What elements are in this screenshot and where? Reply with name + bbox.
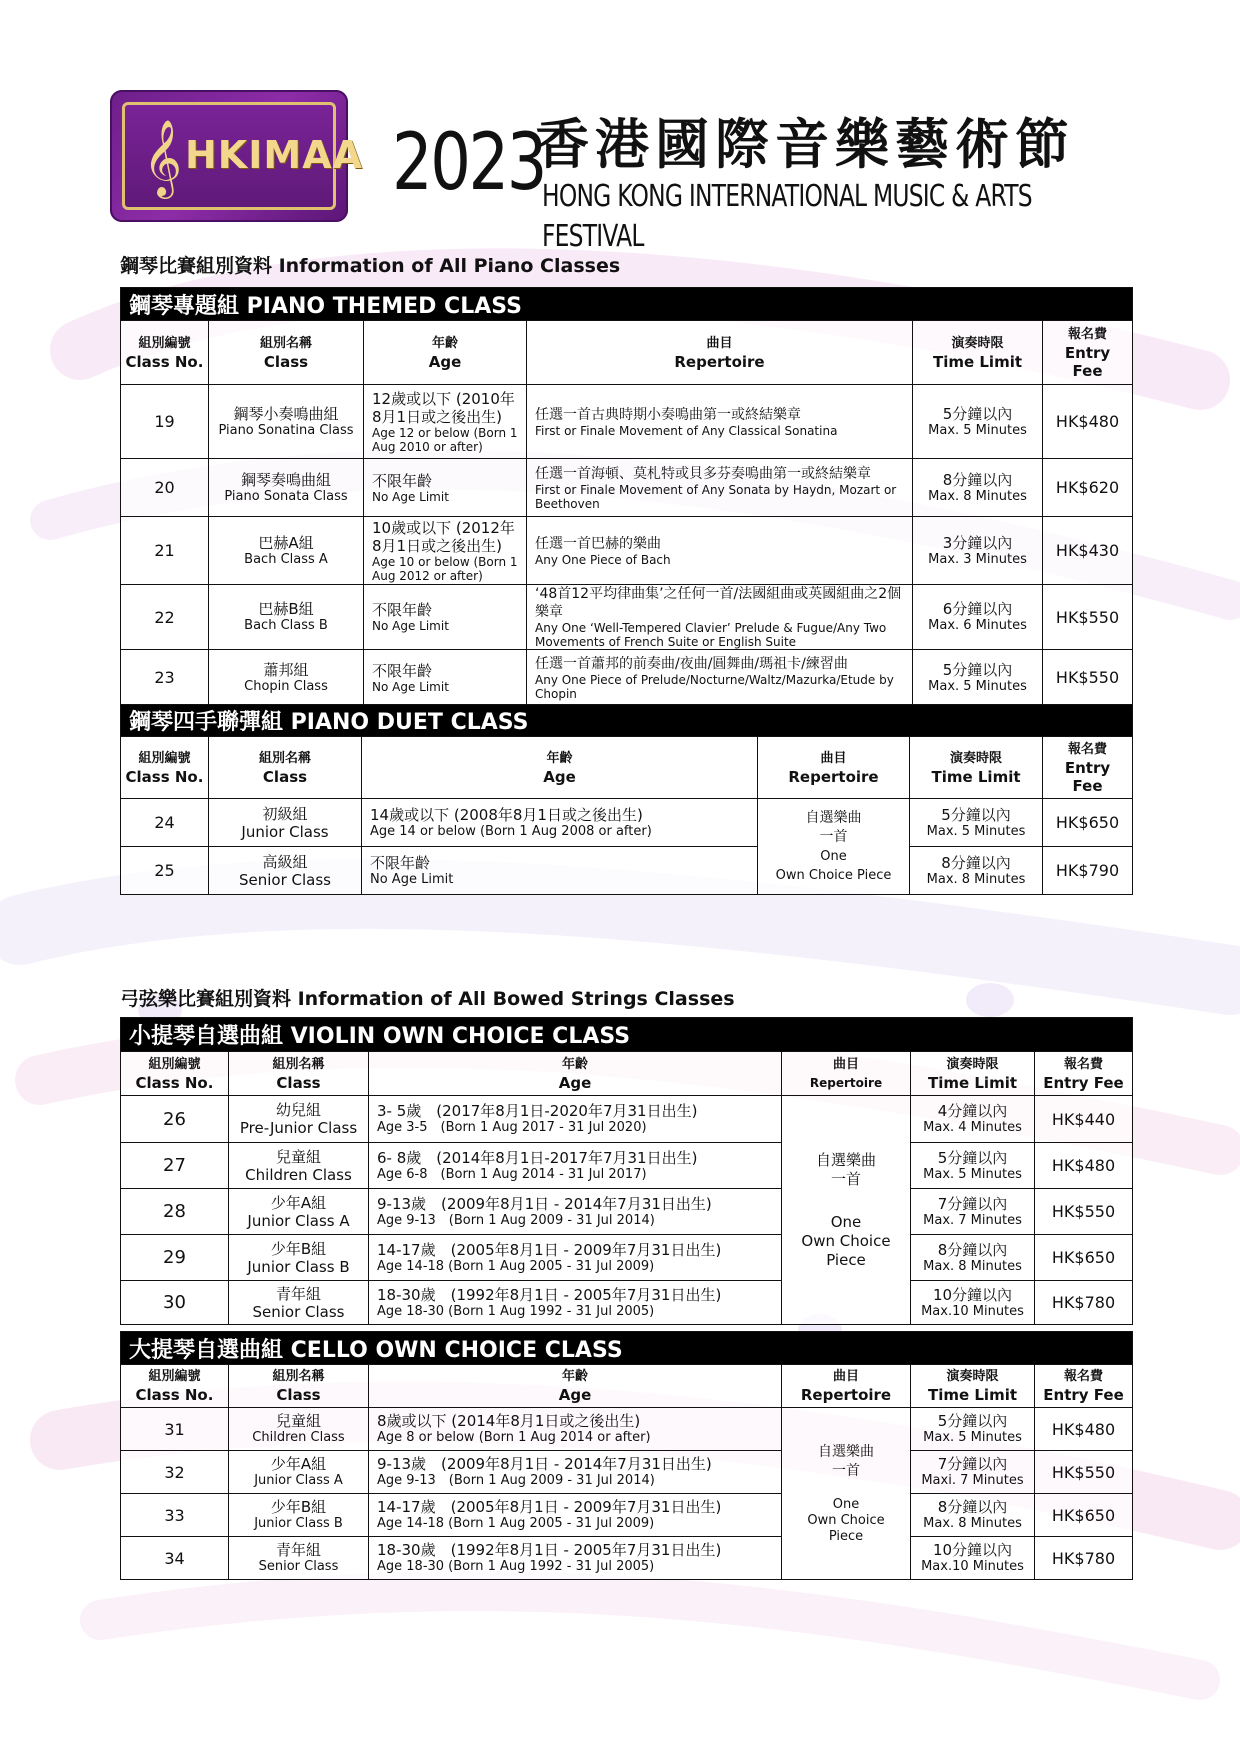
header-age: 年齡 Age bbox=[369, 1365, 782, 1408]
table-row bbox=[121, 585, 1133, 650]
table-row bbox=[121, 1281, 1133, 1325]
header-entry-fee: 報名費 Entry Fee bbox=[1043, 321, 1133, 385]
class-no: 30 bbox=[121, 1281, 229, 1325]
table-row bbox=[121, 1408, 1133, 1451]
time-limit-cell: 8分鐘以內 Max. 8 Minutes bbox=[910, 847, 1043, 895]
header-repertoire: 曲目 Repertoire bbox=[782, 1052, 911, 1096]
class-no: 32 bbox=[121, 1451, 229, 1494]
table-row bbox=[121, 1451, 1133, 1494]
class-name: 蕭邦組 Chopin Class bbox=[209, 650, 364, 706]
header-repertoire: 曲目 Repertoire bbox=[758, 737, 910, 799]
hkimaa-logo bbox=[110, 90, 364, 222]
entry-fee: HK$550 bbox=[1043, 650, 1133, 706]
header-class: 組別名稱 Class bbox=[229, 1365, 369, 1408]
time-limit-cell: 6分鐘以內 Max. 6 Minutes bbox=[913, 585, 1043, 650]
logo-frame bbox=[122, 102, 364, 210]
piano-themed-table bbox=[120, 287, 1133, 706]
table-row bbox=[121, 847, 1133, 895]
entry-fee: HK$780 bbox=[1035, 1281, 1133, 1325]
table-header-row bbox=[121, 1365, 1133, 1408]
class-name: 巴赫B組 Bach Class B bbox=[209, 585, 364, 650]
age-cell: 9-13歲 (2009年8月1日 - 2014年7月31日出生) Age 9-13 (Born 1 Aug 2009 - 31 Jul 2014) bbox=[369, 1451, 782, 1494]
piano-duet-banner: 鋼琴四手聯彈組 PIANO DUET CLASS bbox=[121, 705, 1133, 737]
age-cell: 14-17歲 (2005年8月1日 - 2009年7月31日出生) Age 14-18 (Born 1 Aug 2005 - 31 Jul 2009) bbox=[369, 1235, 782, 1281]
repertoire-cell: 自選樂曲 一首 One Own Choice Piece bbox=[782, 1096, 911, 1325]
class-no: 20 bbox=[121, 459, 209, 517]
class-name: 初級組 Junior Class bbox=[209, 799, 362, 847]
time-limit-cell: 3分鐘以內 Max. 3 Minutes bbox=[913, 517, 1043, 585]
age-cell: 18-30歲 (1992年8月1日 - 2005年7月31日出生) Age 18-30 (Born 1 Aug 1992 - 31 Jul 2005) bbox=[369, 1281, 782, 1325]
header-time-limit: 演奏時限 Time Limit bbox=[911, 1052, 1035, 1096]
class-name: 少年B組 Junior Class B bbox=[229, 1235, 369, 1281]
table-row bbox=[121, 1537, 1133, 1580]
age-cell: 不限年齡 No Age Limit bbox=[364, 459, 527, 517]
piano-section-title: 鋼琴比賽組別資料 Information of All Piano Classes bbox=[120, 255, 621, 277]
festival-year: 2023 bbox=[392, 118, 545, 208]
class-name: 少年A組 Junior Class A bbox=[229, 1451, 369, 1494]
class-no: 25 bbox=[121, 847, 209, 895]
entry-fee: HK$650 bbox=[1035, 1235, 1133, 1281]
table-row bbox=[121, 1189, 1133, 1235]
age-cell: 6- 8歲 (2014年8月1日-2017年7月31日出生) Age 6-8 (Born 1 Aug 2014 - 31 Jul 2017) bbox=[369, 1143, 782, 1189]
age-cell: 不限年齡 No Age Limit bbox=[364, 585, 527, 650]
piano-duet-table bbox=[120, 704, 1133, 895]
age-cell: 12歲或以下 (2010年8月1日或之後出生) Age 12 or below (Born 1 Aug 2010 or after) bbox=[364, 385, 527, 459]
table-row bbox=[121, 517, 1133, 585]
entry-fee: HK$480 bbox=[1035, 1408, 1133, 1451]
time-limit-cell: 5分鐘以內 Max. 5 Minutes bbox=[913, 650, 1043, 706]
table-row bbox=[121, 385, 1133, 459]
class-name: 兒童組 Children Class bbox=[229, 1408, 369, 1451]
class-no: 33 bbox=[121, 1494, 229, 1537]
time-limit-cell: 4分鐘以內 Max. 4 Minutes bbox=[911, 1096, 1035, 1143]
class-no: 21 bbox=[121, 517, 209, 585]
table-row bbox=[121, 1494, 1133, 1537]
piano-themed-banner: 鋼琴專題組 PIANO THEMED CLASS bbox=[121, 288, 1133, 321]
entry-fee: HK$430 bbox=[1043, 517, 1133, 585]
violin-table bbox=[120, 1017, 1133, 1325]
entry-fee: HK$620 bbox=[1043, 459, 1133, 517]
class-no: 31 bbox=[121, 1408, 229, 1451]
age-cell: 不限年齡 No Age Limit bbox=[364, 650, 527, 706]
entry-fee: HK$550 bbox=[1035, 1451, 1133, 1494]
age-cell: 10歲或以下 (2012年8月1日或之後出生) Age 10 or below (Born 1 Aug 2012 or after) bbox=[364, 517, 527, 585]
header-entry-fee: 報名費 Entry Fee bbox=[1043, 737, 1133, 799]
time-limit-cell: 7分鐘以內 Max. 7 Minutes bbox=[911, 1189, 1035, 1235]
age-cell: 18-30歲 (1992年8月1日 - 2005年7月31日出生) Age 18-30 (Born 1 Aug 1992 - 31 Jul 2005) bbox=[369, 1537, 782, 1580]
header-repertoire: 曲目 Repertoire bbox=[782, 1365, 911, 1408]
header-age: 年齡 Age bbox=[362, 737, 758, 799]
entry-fee: HK$650 bbox=[1035, 1494, 1133, 1537]
strings-section-title: 弓弦樂比賽組別資料 Information of All Bowed Strings Classes bbox=[120, 988, 735, 1010]
age-cell: 8歲或以下 (2014年8月1日或之後出生) Age 8 or below (Born 1 Aug 2014 or after) bbox=[369, 1408, 782, 1451]
table-header-row bbox=[121, 1052, 1133, 1096]
class-name: 高級組 Senior Class bbox=[209, 847, 362, 895]
repertoire-cell: 自選樂曲 一首 One Own Choice Piece bbox=[782, 1408, 911, 1580]
header-age: 年齡 Age bbox=[369, 1052, 782, 1096]
time-limit-cell: 5分鐘以內 Max. 5 Minutes bbox=[911, 1143, 1035, 1189]
class-no: 19 bbox=[121, 385, 209, 459]
header-repertoire: 曲目 Repertoire bbox=[527, 321, 913, 385]
cello-banner: 大提琴自選曲組 CELLO OWN CHOICE CLASS bbox=[121, 1332, 1133, 1365]
entry-fee: HK$550 bbox=[1035, 1189, 1133, 1235]
class-name: 青年組 Senior Class bbox=[229, 1537, 369, 1580]
table-row bbox=[121, 650, 1133, 706]
entry-fee: HK$480 bbox=[1043, 385, 1133, 459]
festival-title-en: HONG KONG INTERNATIONAL MUSIC & ARTS FESTIVAL bbox=[542, 179, 1032, 254]
time-limit-cell: 10分鐘以內 Max.10 Minutes bbox=[911, 1537, 1035, 1580]
class-name: 幼兒組 Pre-Junior Class bbox=[229, 1096, 369, 1143]
entry-fee: HK$480 bbox=[1035, 1143, 1133, 1189]
header-entry-fee: 報名費 Entry Fee bbox=[1035, 1052, 1133, 1096]
entry-fee: HK$440 bbox=[1035, 1096, 1133, 1143]
age-cell: 3- 5歲 (2017年8月1日-2020年7月31日出生) Age 3-5 (Born 1 Aug 2017 - 31 Jul 2020) bbox=[369, 1096, 782, 1143]
repertoire-cell: 自選樂曲 一首 One Own Choice Piece bbox=[758, 799, 910, 895]
time-limit-cell: 8分鐘以內 Max. 8 Minutes bbox=[911, 1494, 1035, 1537]
header-entry-fee: 報名費 Entry Fee bbox=[1035, 1365, 1133, 1408]
treble-clef-icon: 𝄞 bbox=[143, 119, 183, 196]
time-limit-cell: 10分鐘以內 Max.10 Minutes bbox=[911, 1281, 1035, 1325]
cello-table bbox=[120, 1331, 1133, 1580]
entry-fee: HK$790 bbox=[1043, 847, 1133, 895]
age-cell: 9-13歲 (2009年8月1日 - 2014年7月31日出生) Age 9-13 (Born 1 Aug 2009 - 31 Jul 2014) bbox=[369, 1189, 782, 1235]
class-no: 34 bbox=[121, 1537, 229, 1580]
class-name: 少年B組 Junior Class B bbox=[229, 1494, 369, 1537]
logo-text: HKIMAA bbox=[185, 133, 364, 177]
class-no: 26 bbox=[121, 1096, 229, 1143]
repertoire-cell: 任選一首海頓、莫札特或貝多芬奏鳴曲第一或終結樂章 First or Finale Movement of Any Sonata by Haydn, Mozart or Beethoven bbox=[527, 459, 913, 517]
header-class: 組別名稱 Class bbox=[209, 737, 362, 799]
table-header-row bbox=[121, 737, 1133, 799]
class-name: 巴赫A組 Bach Class A bbox=[209, 517, 364, 585]
table-row bbox=[121, 1235, 1133, 1281]
class-name: 兒童組 Children Class bbox=[229, 1143, 369, 1189]
repertoire-cell: 任選一首古典時期小奏鳴曲第一或終結樂章 First or Finale Movement of Any Classical Sonatina bbox=[527, 385, 913, 459]
festival-title-zh: 香港國際音樂藝術節 bbox=[535, 112, 1075, 176]
class-no: 22 bbox=[121, 585, 209, 650]
class-name: 鋼琴奏鳴曲組 Piano Sonata Class bbox=[209, 459, 364, 517]
class-no: 27 bbox=[121, 1143, 229, 1189]
time-limit-cell: 5分鐘以內 Max. 5 Minutes bbox=[910, 799, 1043, 847]
header-class: 組別名稱 Class bbox=[209, 321, 364, 385]
header-age: 年齡 Age bbox=[364, 321, 527, 385]
repertoire-cell: 任選一首蕭邦的前奏曲/夜曲/圓舞曲/瑪祖卡/練習曲 Any One Piece of Prelude/Nocturne/Waltz/Mazurka/Etude by Chopin bbox=[527, 650, 913, 706]
header-class-no: 組別編號 Class No. bbox=[121, 1052, 229, 1096]
class-name: 鋼琴小奏鳴曲組 Piano Sonatina Class bbox=[209, 385, 364, 459]
header-time-limit: 演奏時限 Time Limit bbox=[913, 321, 1043, 385]
table-row bbox=[121, 1096, 1133, 1143]
class-name: 青年組 Senior Class bbox=[229, 1281, 369, 1325]
table-header-row bbox=[121, 321, 1133, 385]
entry-fee: HK$550 bbox=[1043, 585, 1133, 650]
table-row bbox=[121, 1143, 1133, 1189]
table-row bbox=[121, 459, 1133, 517]
age-cell: 14歲或以下 (2008年8月1日或之後出生) Age 14 or below (Born 1 Aug 2008 or after) bbox=[362, 799, 758, 847]
repertoire-cell: 任選一首巴赫的樂曲 Any One Piece of Bach bbox=[527, 517, 913, 585]
time-limit-cell: 8分鐘以內 Max. 8 Minutes bbox=[911, 1235, 1035, 1281]
class-name: 少年A組 Junior Class A bbox=[229, 1189, 369, 1235]
header-class: 組別名稱 Class bbox=[229, 1052, 369, 1096]
class-no: 23 bbox=[121, 650, 209, 706]
header-class-no: 組別編號 Class No. bbox=[121, 1365, 229, 1408]
entry-fee: HK$780 bbox=[1035, 1537, 1133, 1580]
header-time-limit: 演奏時限 Time Limit bbox=[911, 1365, 1035, 1408]
time-limit-cell: 7分鐘以內 Maxi. 7 Minutes bbox=[911, 1451, 1035, 1494]
header-class-no: 組別編號 Class No. bbox=[121, 321, 209, 385]
class-no: 24 bbox=[121, 799, 209, 847]
entry-fee: HK$650 bbox=[1043, 799, 1133, 847]
age-cell: 不限年齡 No Age Limit bbox=[362, 847, 758, 895]
class-no: 28 bbox=[121, 1189, 229, 1235]
class-no: 29 bbox=[121, 1235, 229, 1281]
table-row bbox=[121, 799, 1133, 847]
violin-banner: 小提琴自選曲組 VIOLIN OWN CHOICE CLASS bbox=[121, 1018, 1133, 1052]
age-cell: 14-17歲 (2005年8月1日 - 2009年7月31日出生) Age 14-18 (Born 1 Aug 2005 - 31 Jul 2009) bbox=[369, 1494, 782, 1537]
time-limit-cell: 8分鐘以內 Max. 8 Minutes bbox=[913, 459, 1043, 517]
time-limit-cell: 5分鐘以內 Max. 5 Minutes bbox=[913, 385, 1043, 459]
header-class-no: 組別編號 Class No. bbox=[121, 737, 209, 799]
repertoire-cell: ‘48首12平均律曲集’之任何一首/法國組曲或英國組曲之2個樂章 Any One ‘Well-Tempered Clavier’ Prelude & Fugue/Any Two Movements of French Suite or English Suite bbox=[527, 585, 913, 650]
time-limit-cell: 5分鐘以內 Max. 5 Minutes bbox=[911, 1408, 1035, 1451]
header-time-limit: 演奏時限 Time Limit bbox=[910, 737, 1043, 799]
